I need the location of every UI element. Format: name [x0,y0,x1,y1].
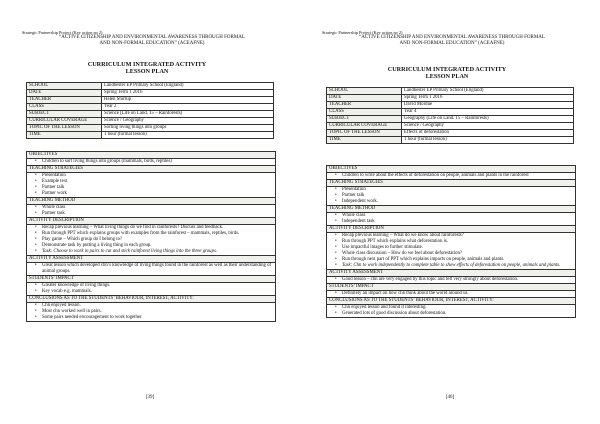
bullet-item: • Whole class [335,213,573,219]
info-value: Spring Term 1 2016 [402,95,574,102]
info-row [327,123,574,130]
section-title: CONCLUSIONS AS TO THE STUDENTS’ BEHAVIOUR, INTEREST, ACTIVITY: [327,298,575,305]
section-title: CONCLUSIONS AS TO THE STUDENTS’ BEHAVIOUR, INTEREST, ACTIVITY: [27,296,275,303]
section-title: ACTIVITY ASSESSMENT [27,256,275,263]
section-title: OBJECTIVES [327,166,575,173]
info-value: David Mordue [402,102,574,109]
section-title: ACTIVITY DESCRIPTION [27,218,275,225]
plan-section [27,296,275,321]
section-title: STUDENTS’ IMPACT [327,284,575,291]
section-title: STUDENTS’ IMPACT [27,276,275,283]
section-body [327,277,575,283]
info-label: DATE [27,90,102,97]
info-value: Sorting living things into groups [102,125,274,132]
info-value: Year 4 [402,109,574,116]
info-label: CLASS [27,104,102,111]
info-row [27,83,274,90]
info-row [27,118,274,125]
info-label: TIME [27,132,102,139]
page-number: [40] [445,395,455,400]
project-line: Strategic Partnership Project (Key action no 2) [322,30,403,35]
section-body [27,225,275,255]
bullet-item: • Presentation [35,173,273,179]
bullet-item: • Partner task [35,211,273,217]
section-body [27,303,275,321]
bullet-item: • Run through PPT which explains groups with examples from the rainforest – mammals, reptiles, birds. [35,231,273,237]
plan-section [327,206,575,226]
info-label: SCHOOL [27,83,102,90]
project-title-line-2: AND NON-FORMAL EDUCATION” (ACEAFNE) [399,41,505,47]
info-label: SUBJECT [27,111,102,118]
project-line: Strategic Partnership Project (Key action no 2) [22,30,103,35]
bullet-item: • Example text [35,179,273,185]
info-value: Landhester EP Primary School (England) [402,88,574,95]
bullet-item: • Good lesson – chn are very engaged by this topic and felt very strongly about deforestation. [335,277,573,283]
bullet-item: • Children to write about the effects of deforestation on people, animals and plants in the rainforest [335,173,573,179]
info-row [327,109,574,116]
info-label: TIME [327,137,402,144]
bullet-item: • Presentation [335,187,573,193]
plan-section [327,226,575,270]
info-value: 1 hour (formal lesson) [102,132,274,139]
bullet-item: • Run through next part of PPT which explains impacts on people, animals and plants. [335,257,573,263]
plan-section [327,270,575,284]
document-header [322,30,582,47]
section-title: TEACHING STRATEGIES [27,166,275,173]
info-value: Science / Geography [102,118,274,125]
bullet-item: • Demonstrate task by putting a living thing in each group. [35,243,273,249]
page-right [300,0,600,424]
section-title: TEACHING METHOD [27,198,275,205]
lesson-info-table [26,82,274,139]
info-label: DATE [327,95,402,102]
bullet-item: • Chn enjoyed lesson and found it interesting. [335,305,573,311]
plan-section [327,180,575,206]
section-body [27,263,275,275]
bullet-item: • Great lesson which developed chn’s knowledge of living things found in the rainforest as well as their understanding of animal groups. [35,263,273,275]
project-title-line-2: AND NON-FORMAL EDUCATION” (ACEAFNE) [99,41,205,47]
bullet-item: • Task: Choose to work in pairs to cut and stick rainforest living things into the three groups. [35,249,273,255]
bullet-item: • Recap previous learning – What living things do we find in rainforests? Discuss and feedback. [35,225,273,231]
lesson-info-table [326,87,574,144]
info-value: Effects of deforestation [402,130,574,137]
bullet-item: • Use impactful images to further stimulate. [335,245,573,251]
section-body [327,173,575,179]
info-value: Science (Life on Land. 15 – Rainforests) [102,111,274,118]
section-body [27,173,275,197]
bullet-item: • Most chn worked well in pairs. [35,309,273,315]
lesson-plan-heading [22,61,272,76]
info-label: TOPIC OF THE LESSON [27,125,102,132]
plan-section [327,298,575,317]
section-title: TEACHING METHOD [327,206,575,213]
info-value: 1 hour (formal lesson) [402,137,574,144]
info-value: Year 2 [102,104,274,111]
section-title: OBJECTIVES [27,152,275,159]
lesson-plan-sections [326,165,576,318]
info-label: TOPIC OF THE LESSON [327,130,402,137]
section-title: ACTIVITY ASSESSMENT [327,270,575,277]
document-header [22,30,282,47]
section-body [327,305,575,317]
info-label: TEACHER [27,97,102,104]
info-label: SCHOOL [327,88,402,95]
plan-section [27,276,275,296]
bullet-item: • Partner talk [35,185,273,191]
info-row [27,132,274,139]
heading-lesson-plan: LESSON PLAN [425,73,469,81]
bullet-item: • Definitely an impact on how chn think about the world around us. [335,291,573,297]
plan-section [27,166,275,198]
bullet-item: • Chn enjoyed lesson. [35,303,273,309]
plan-section [27,198,275,218]
info-row [327,116,574,123]
info-row [327,137,574,144]
info-row [327,102,574,109]
project-title-line-1: “ACTIVE CITIZENSHIP AND ENVIRONMENTAL AWARENESS THROUGH FORMAL [59,35,245,41]
info-value: Science / Geography [402,123,574,130]
section-body [27,283,275,295]
plan-section [327,284,575,298]
info-row [27,90,274,97]
bullet-item: • Some pairs needed encouragement to work together. [35,315,273,321]
plan-section [27,256,275,276]
bullet-item: • Task: Chn to work independently to complete table to show effects of deforestation on people, animals and plants. [335,263,573,269]
section-body [327,213,575,225]
info-row [27,104,274,111]
section-body [327,233,575,269]
section-body [327,291,575,297]
heading-lesson-plan: LESSON PLAN [125,68,169,76]
bullet-item: • Whole class [35,205,273,211]
bullet-item: • Partner talk [335,193,573,199]
info-label: TEACHER [327,102,402,109]
info-row [327,130,574,137]
page-number: [39] [145,395,155,400]
plan-section [27,152,275,166]
bullet-item: • Independent task [335,219,573,225]
info-row [327,95,574,102]
bullet-item: • Key vocab e.g. mammals. [35,289,273,295]
plan-section [327,166,575,180]
section-body [327,187,575,205]
info-label: CLASS [327,109,402,116]
info-label: SUBJECT [327,116,402,123]
info-value: Geography (Life on Land. 15 – Rainforests) [402,116,574,123]
project-title-line-1: “ACTIVE CITIZENSHIP AND ENVIRONMENTAL AWARENESS THROUGH FORMAL [359,35,545,41]
bullet-item: • Run through PPT which explains what deforestation is. [335,239,573,245]
bullet-item: • Recap previous learning – What do we know about rainforests? [335,233,573,239]
info-row [327,88,574,95]
bullet-item: • Play game – Which group do I belong to? [35,237,273,243]
plan-section [27,218,275,256]
info-value: Spring Term 1 2016 [102,90,274,97]
bullet-item: • Greater knowledge of living things. [35,283,273,289]
lesson-plan-heading [322,66,572,81]
info-label: CURRICULAR COVERAGE [27,118,102,125]
heading-curriculum-activity: CURRICULUM INTEGRATED ACTIVITY [387,66,507,73]
section-body [27,205,275,217]
bullet-item: • Generated lots of good discussion about deforestation. [335,311,573,317]
bullet-item: • Partner work [35,191,273,197]
info-label: CURRICULAR COVERAGE [327,123,402,130]
section-body [27,159,275,165]
info-value: Helen Sturrup [102,97,274,104]
info-row [27,111,274,118]
info-row [27,125,274,132]
bullet-item: • Children to sort living things into groups (mammals, birds, reptiles) [35,159,273,165]
section-title: ACTIVITY DESCRIPTION [327,226,575,233]
lesson-plan-sections [26,151,276,322]
info-row [27,97,274,104]
heading-curriculum-activity: CURRICULUM INTEGRATED ACTIVITY [87,61,207,68]
info-value: Landhester EP Primary School (England) [102,83,274,90]
bullet-item: • Whole class discussion – How do we feel about deforestation? [335,251,573,257]
section-title: TEACHING STRATEGIES [327,180,575,187]
bullet-item: • Independent work. [335,199,573,205]
